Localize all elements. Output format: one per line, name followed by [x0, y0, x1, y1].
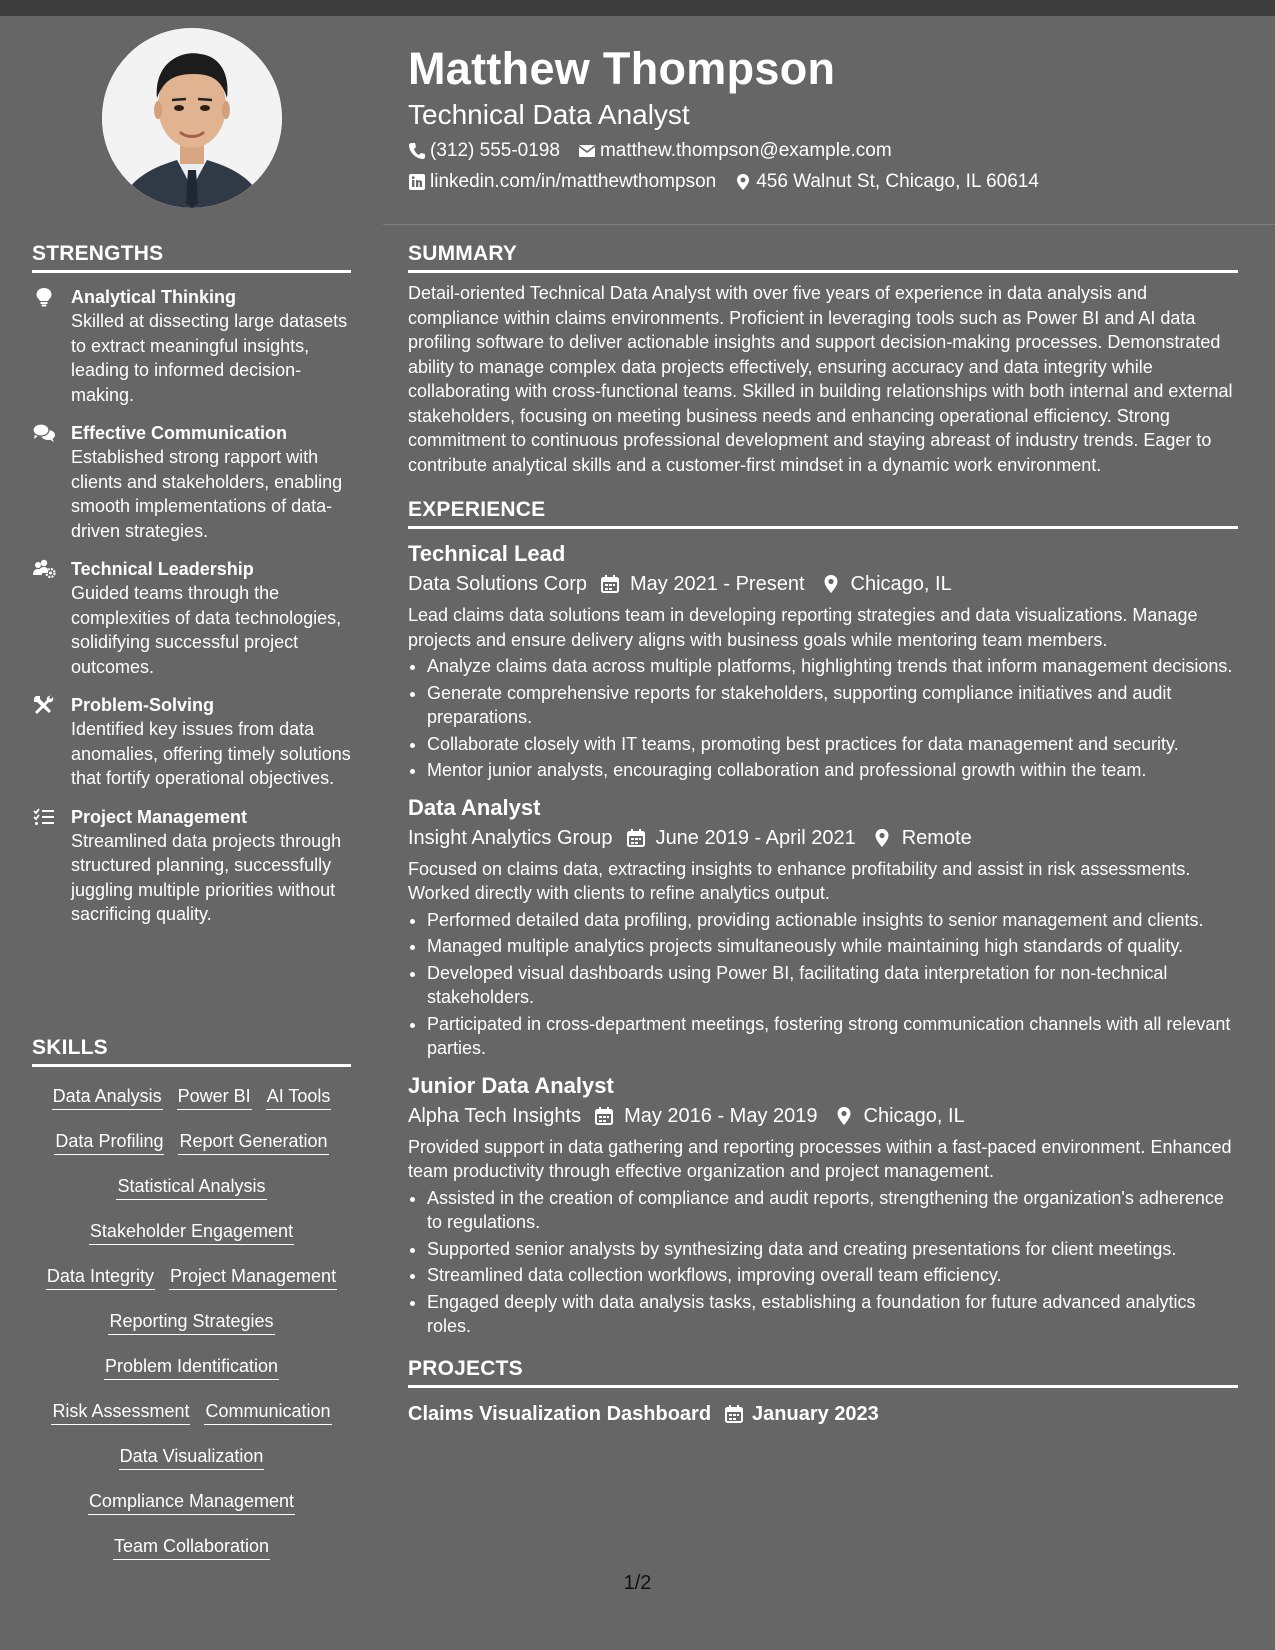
strength-description: Guided teams through the complexities of data technologies, solidifying successful project outcomes. — [71, 583, 342, 677]
strength-title: Analytical Thinking — [71, 287, 237, 307]
strength-title: Technical Leadership — [71, 559, 254, 579]
summary-section — [408, 241, 1238, 477]
skills-heading: SKILLS — [32, 1035, 351, 1067]
linkedin-text: linkedin.com/in/matthewthompson — [430, 171, 717, 192]
skill-tag: Team Collaboration — [113, 1535, 270, 1560]
calendar-icon — [600, 574, 620, 594]
checklist-icon — [32, 806, 56, 828]
strength-description: Streamlined data projects through structured planning, successfully juggling multiple priorities without sacrificing quality. — [71, 830, 342, 924]
job-location: Chicago, IL — [850, 573, 952, 595]
skill-tag: Data Profiling — [54, 1130, 164, 1155]
job-meta — [408, 823, 1238, 853]
project-date: January 2023 — [752, 1402, 879, 1425]
strength-title: Effective Communication — [71, 423, 288, 443]
profile-photo — [102, 28, 282, 208]
contact-row — [408, 139, 1238, 163]
strength-title: Problem-Solving — [71, 695, 215, 715]
map-pin-icon — [872, 828, 892, 848]
job-location: Chicago, IL — [863, 1104, 965, 1127]
projects-section — [408, 1356, 1238, 1428]
main-content — [408, 241, 1238, 1428]
team-gear-icon — [32, 558, 56, 580]
candidate-name: Matthew Thompson — [408, 43, 836, 94]
envelope-icon — [578, 142, 596, 160]
skill-tag: Power BI — [177, 1085, 252, 1110]
job-company: Data Solutions Corp — [408, 573, 587, 595]
job-location: Remote — [901, 826, 972, 849]
job-dates: May 2016 - May 2019 — [624, 1104, 818, 1127]
strengths-section — [32, 241, 351, 927]
skills-list — [32, 1075, 351, 1570]
job-bullet: • Supported senior analysts by synthesizing data and creating presentations for client meetings. — [427, 1237, 1238, 1262]
skill-tag: Data Analysis — [52, 1085, 163, 1110]
project-name: Claims Visualization Dashboard — [408, 1402, 712, 1425]
header-divider — [383, 224, 1275, 225]
strength-title: Project Management — [71, 806, 248, 827]
calendar-icon — [594, 1106, 614, 1126]
strength-item — [32, 805, 351, 927]
skill-tag: Reporting Strategies — [108, 1310, 274, 1335]
top-bar — [0, 0, 1275, 16]
job-bullet: • Managed multiple analytics projects simultaneously while maintaining high standards of quality. — [427, 934, 1238, 959]
candidate-title: Technical Data Analyst — [408, 99, 690, 130]
job-entry — [408, 1071, 1238, 1339]
experience-heading: EXPERIENCE — [408, 497, 1238, 529]
contact-row — [408, 170, 1238, 194]
projects-heading: PROJECTS — [408, 1356, 1238, 1388]
map-pin-icon — [734, 173, 752, 191]
job-company: Alpha Tech Insights — [408, 1104, 582, 1127]
map-pin-icon — [821, 574, 841, 594]
tools-icon — [32, 694, 56, 716]
job-intro: Lead claims data solutions team in developing reporting strategies and data visualizations. Manage projects and ensure delivery aligns with business goals while mentoring team members. — [408, 605, 1198, 650]
job-bullet: • Mentor junior analysts, encouraging collaboration and professional growth within the team. — [427, 758, 1238, 783]
skill-tag: Compliance Management — [88, 1490, 295, 1515]
job-bullet: • Participated in cross-department meetings, fostering strong communication channels with all relevant parties. — [427, 1012, 1238, 1061]
map-pin-icon — [834, 1106, 854, 1126]
job-role: Technical Lead — [408, 541, 566, 566]
job-bullet: • Generate comprehensive reports for stakeholders, supporting compliance initiatives and audit preparations. — [427, 681, 1238, 730]
skill-tag: Data Visualization — [119, 1445, 265, 1470]
job-meta — [408, 569, 1238, 599]
strength-item — [32, 285, 351, 407]
job-role: Data Analyst — [408, 794, 541, 820]
skill-tag: Statistical Analysis — [116, 1175, 266, 1200]
job-meta — [408, 1101, 1238, 1131]
strength-item — [32, 693, 351, 791]
linkedin-icon — [408, 173, 426, 191]
job-intro: Focused on claims data, extracting insights to enhance profitability and assist in risk assessments. Worked directly with clients to refine analytics output. — [408, 858, 1191, 903]
calendar-icon — [626, 828, 646, 848]
skill-tag: AI Tools — [266, 1085, 332, 1110]
strength-description: Identified key issues from data anomalies, offering timely solutions that fortify operational objectives. — [71, 719, 351, 788]
job-bullets — [408, 908, 1238, 1061]
job-bullet: • Collaborate closely with IT teams, promoting best practices for data management and security. — [427, 732, 1238, 757]
email-contact[interactable] — [578, 139, 892, 163]
job-bullet: • Engaged deeply with data analysis tasks, establishing a foundation for future advanced analytics roles. — [427, 1290, 1238, 1339]
phone-icon — [408, 142, 426, 160]
skill-tag: Problem Identification — [104, 1355, 279, 1380]
phone-text: (312) 555-0198 — [430, 140, 560, 161]
skill-tag: Data Integrity — [46, 1265, 155, 1290]
strengths-heading: STRENGTHS — [32, 241, 351, 273]
skill-tag: Risk Assessment — [51, 1400, 190, 1425]
linkedin-contact[interactable] — [408, 170, 716, 194]
page-number: 1/2 — [623, 1572, 652, 1594]
job-bullet: • Analyze claims data across multiple platforms, highlighting trends that inform management decisions. — [427, 654, 1238, 679]
summary-heading: SUMMARY — [408, 241, 1238, 273]
lightbulb-icon — [32, 286, 56, 308]
address-contact — [734, 170, 1039, 194]
job-bullet: • Performed detailed data profiling, providing actionable insights to senior management and clients. — [427, 908, 1238, 933]
email-text: matthew.thompson@example.com — [599, 140, 892, 161]
skill-tag: Project Management — [169, 1265, 337, 1290]
calendar-icon — [724, 1404, 744, 1424]
job-role: Junior Data Analyst — [408, 1072, 614, 1098]
job-bullets — [408, 1186, 1238, 1339]
job-bullet: • Developed visual dashboards using Power BI, facilitating data interpretation for non-technical stakeholders. — [427, 961, 1238, 1010]
strength-description: Established strong rapport with clients and stakeholders, enabling smooth implementations of data-driven strategies. — [71, 447, 343, 541]
skills-section — [32, 1035, 351, 1570]
job-bullets — [408, 654, 1238, 783]
job-dates: May 2021 - Present — [629, 573, 805, 595]
portrait-image — [102, 28, 282, 208]
job-bullet: • Streamlined data collection workflows, improving overall team efficiency. — [427, 1263, 1238, 1288]
skill-tag: Communication — [204, 1400, 331, 1425]
strength-item — [32, 557, 351, 679]
job-bullet: • Assisted in the creation of compliance and audit reports, strengthening the organization's adherence to regulations. — [427, 1186, 1238, 1235]
address-text: 456 Walnut St, Chicago, IL 60614 — [756, 171, 1039, 192]
experience-section — [408, 497, 1238, 1339]
job-company: Insight Analytics Group — [408, 826, 613, 849]
skill-tag: Stakeholder Engagement — [89, 1220, 294, 1245]
phone-contact[interactable] — [408, 139, 560, 163]
job-dates: June 2019 - April 2021 — [655, 826, 856, 849]
strength-description: Skilled at dissecting large datasets to extract meaningful insights, leading to informed decision-making. — [71, 311, 348, 405]
chat-bubbles-icon — [32, 422, 56, 444]
resume-header — [408, 40, 1238, 194]
project-entry — [408, 1400, 1238, 1428]
job-entry — [408, 793, 1238, 1061]
skill-tag: Report Generation — [178, 1130, 328, 1155]
strength-item — [32, 421, 351, 543]
summary-text: Detail-oriented Technical Data Analyst with over five years of experience in data analysis and compliance within claims environments. Proficient in leveraging tools such as Power BI and AI data profiling software to deliver actionable insights and support decision-making processes. Demonstrated ability to manage complex data projects effectively, ensuring accuracy and data integrity while collaborating with cross-functional teams. Skilled in building relationships with both internal and external stakeholders, focusing on meeting business needs and enhancing operational efficiency. Strong commitment to continuous professional development and staying abreast of industry trends. Eager to contribute analytical skills and a customer-first mindset in a dynamic work environment. — [408, 283, 1233, 475]
job-entry — [408, 539, 1238, 783]
job-intro: Provided support in data gathering and reporting processes within a fast-paced environment. Enhanced team productivity through effective organization and project management. — [408, 1136, 1232, 1181]
